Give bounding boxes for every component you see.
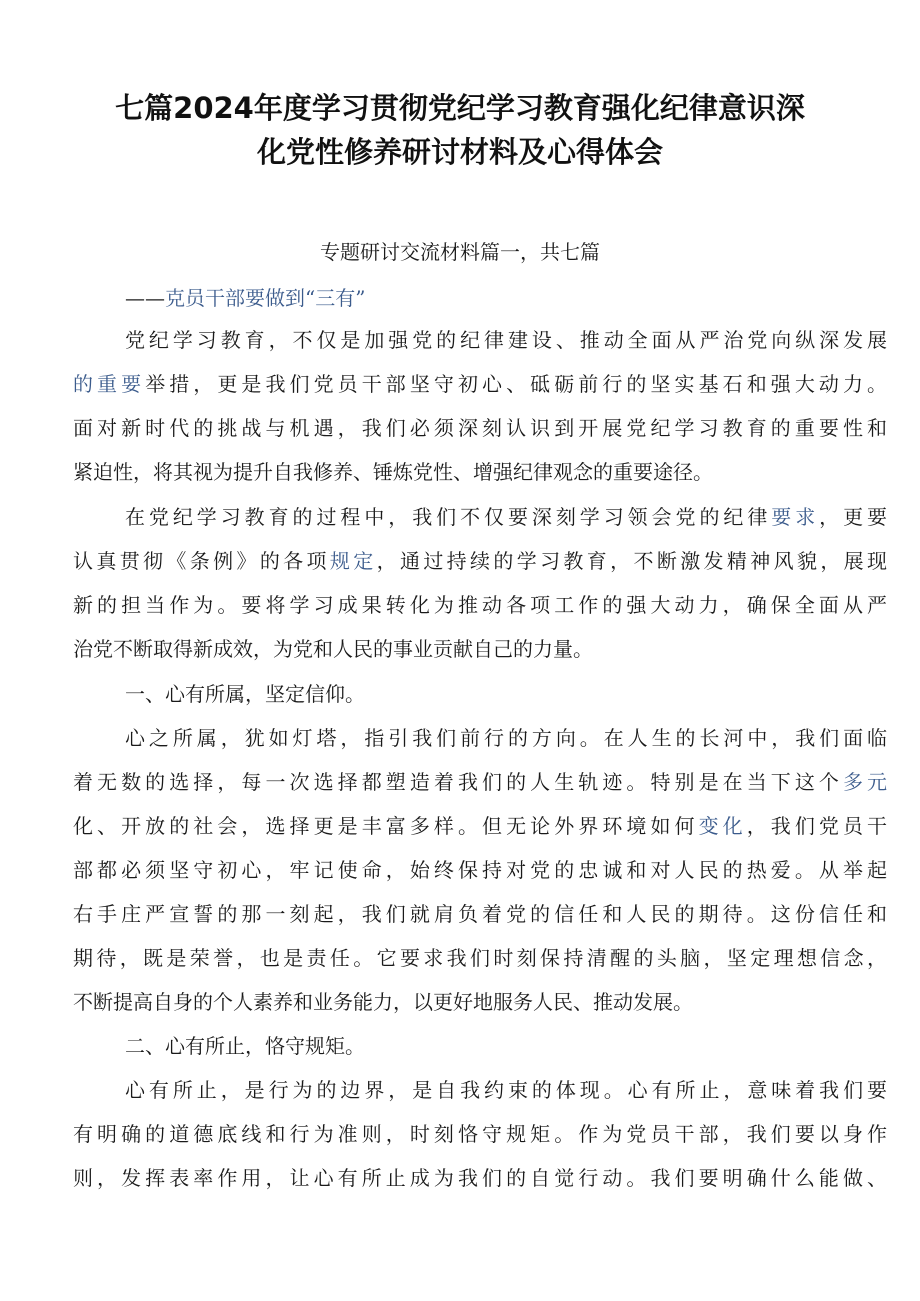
- para1-line-3: 面对新时代的挑战与机遇，我们必须深刻认识到开展党纪学习教育的重要性和: [73, 416, 887, 440]
- para2-line-1-c: ，更要: [819, 505, 888, 529]
- para3-line-7: 不断提高自身的个人素养和业务能力，以更好地服务人民、推动发展。: [73, 990, 693, 1014]
- para1-line-2: [73, 371, 887, 397]
- para4-line-1: 心有所止，是行为的边界，是自我约束的体现。心有所止，意味着我们要: [125, 1078, 887, 1102]
- para2-line-2-a: 认真贯彻《条例》的各项: [73, 549, 330, 573]
- para2-line-2: [73, 548, 887, 574]
- section-subheading: [125, 285, 365, 311]
- para1-link-text: 的重要: [73, 372, 146, 396]
- para3-line-6: 期待，既是荣誉，也是责任。它要求我们时刻保持清醒的头脑，坚定理想信念，: [73, 946, 887, 970]
- para1-line-2-rest: 举措，更是我们党员干部坚守初心、砥砺前行的坚实基石和强大动力。: [145, 372, 888, 396]
- para2-line-2-b: 规定: [329, 549, 377, 573]
- para3-line-3-b: 变化: [698, 814, 747, 838]
- subheading-dash: ——: [125, 286, 165, 310]
- para1-line-1: 党纪学习教育，不仅是加强党的纪律建设、推动全面从严治党向纵深发展: [125, 328, 887, 352]
- document-title-line-1: 七篇2024年度学习贯彻党纪学习教育强化纪律意识深: [115, 91, 805, 125]
- section-subtitle: 专题研讨交流材料篇一，共七篇: [320, 240, 600, 264]
- para3-line-3-a: 化、开放的社会，选择更是丰富多样。但无论外界环境如何: [73, 814, 699, 838]
- para2-line-4: 治党不断取得新成效，为党和人民的事业贡献自己的力量。: [73, 637, 593, 661]
- para4-line-3: 则，发挥表率作用，让心有所止成为我们的自觉行动。我们要明确什么能做、: [73, 1166, 887, 1190]
- document-title-line-2: 化党性修养研讨材料及心得体会: [256, 135, 663, 169]
- para2-line-1: [125, 504, 887, 530]
- section-heading-1: 一、心有所属，坚定信仰。: [125, 682, 365, 706]
- para3-line-2-a: 着无数的选择，每一次选择都塑造着我们的人生轨迹。特别是在当下这个: [73, 770, 843, 794]
- para2-line-3: 新的担当作为。要将学习成果转化为推动各项工作的强大动力，确保全面从严: [73, 593, 887, 617]
- para2-line-1-a: 在党纪学习教育的过程中，我们不仅要深刻学习领会党的纪律: [125, 505, 772, 529]
- para3-line-5: 右手庄严宣誓的那一刻起，我们就肩负着党的信任和人民的期待。这份信任和: [73, 902, 887, 926]
- section-heading-2: 二、心有所止，恪守规矩。: [125, 1034, 365, 1058]
- para2-line-2-c: ，通过持续的学习教育，不断激发精神风貌，展现: [376, 549, 888, 573]
- subheading-text: 克员干部要做到“三有”: [165, 286, 366, 310]
- para3-line-3: [73, 813, 887, 839]
- para2-line-1-b: 要求: [771, 505, 820, 529]
- para4-line-2: 有明确的道德底线和行为准则，时刻恪守规矩。作为党员干部，我们要以身作: [73, 1122, 887, 1146]
- para3-line-3-c: ，我们党员干: [746, 814, 888, 838]
- para1-line-4: 紧迫性，将其视为提升自我修养、锤炼党性、增强纪律观念的重要途径。: [73, 460, 713, 484]
- para3-line-1: 心之所属，犹如灯塔，指引我们前行的方向。在人生的长河中，我们面临: [125, 726, 887, 750]
- para3-line-2-b: 多元: [842, 770, 888, 794]
- para3-line-4: 部都必须坚守初心，牢记使命，始终保持对党的忠诚和对人民的热爱。从举起: [73, 858, 887, 882]
- para3-line-2: [73, 769, 887, 795]
